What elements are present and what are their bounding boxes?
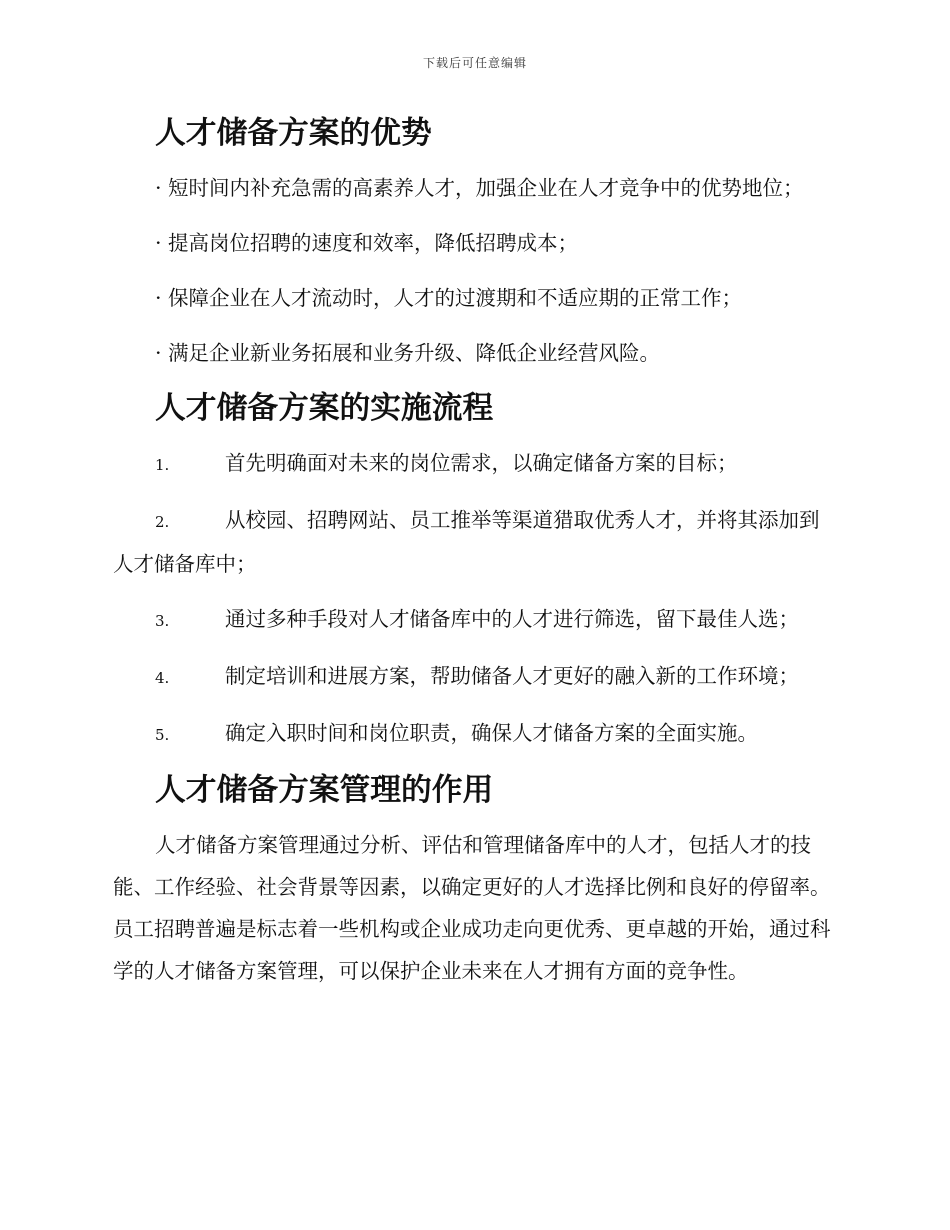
process-step	[113, 499, 835, 585]
step-number: 3.	[155, 612, 170, 630]
step-text: 从校园、招聘网站、员工推举等渠道猎取优秀人才，并将其添加到人才储备库中；	[113, 508, 820, 576]
process-step	[113, 712, 835, 756]
step-number: 1.	[155, 456, 170, 474]
section-title-advantages: 人才储备方案的优势	[155, 115, 432, 151]
advantage-item: · 短时间内补充急需的高素养人才，加强企业在人才竞争中的优势地位；	[155, 176, 804, 200]
process-step	[113, 442, 835, 486]
step-text: 首先明确面对未来的岗位需求，以确定储备方案的目标；	[225, 451, 738, 475]
process-step	[113, 655, 835, 699]
document-body	[113, 112, 835, 992]
section-title-management: 人才储备方案管理的作用	[155, 772, 494, 808]
page-header-note: 下载后可任意编辑	[422, 56, 527, 70]
step-text: 确定入职时间和岗位职责，确保人才储备方案的全面实施。	[225, 721, 758, 745]
step-number: 5.	[155, 726, 170, 744]
process-step	[113, 598, 835, 642]
step-text: 通过多种手段对人才储备库中的人才进行筛选，留下最佳人选；	[225, 607, 799, 631]
advantage-item: · 提高岗位招聘的速度和效率，降低招聘成本；	[155, 231, 579, 255]
step-number: 4.	[155, 669, 170, 687]
management-paragraph: 人才储备方案管理通过分析、评估和管理储备库中的人才，包括人才的技能、工作经验、社会背景等因素，以确定更好的人才选择比例和良好的停留率。员工招聘普遍是标志着一些机构或企业成功走向更优秀、更卓越的开始，通过科学的人才储备方案管理，可以保护企业未来在人才拥有方面的竞争性。	[113, 833, 831, 983]
advantage-item: · 满足企业新业务拓展和业务升级、降低企业经营风险。	[155, 341, 661, 365]
step-number: 2.	[155, 513, 170, 531]
advantage-item: · 保障企业在人才流动时，人才的过渡期和不适应期的正常工作；	[155, 286, 743, 310]
step-text: 制定培训和进展方案，帮助储备人才更好的融入新的工作环境；	[225, 664, 799, 688]
section-title-process: 人才储备方案的实施流程	[155, 390, 494, 426]
